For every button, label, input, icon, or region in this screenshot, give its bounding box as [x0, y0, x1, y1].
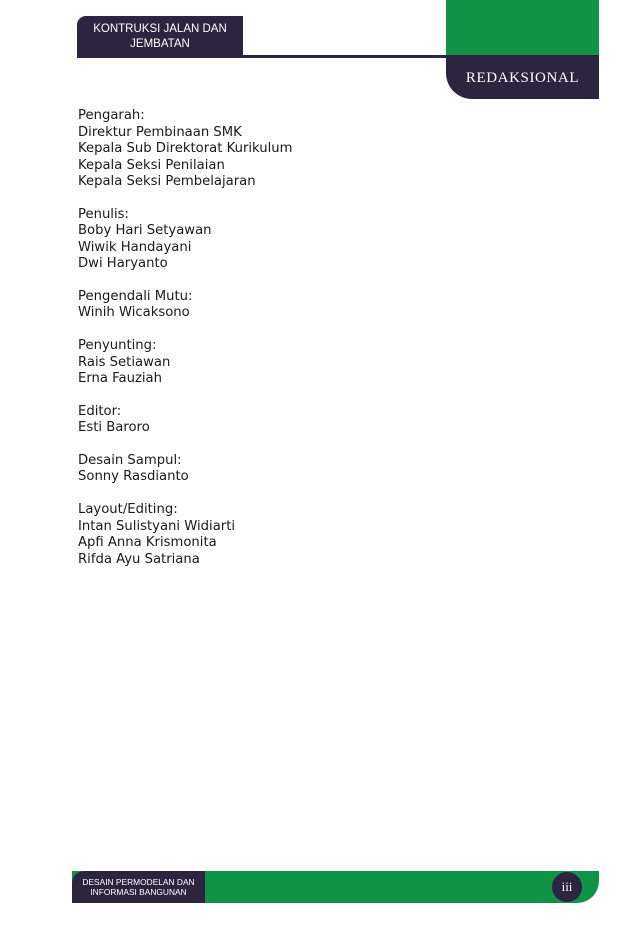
credit-name: Direktur Pembinaan SMK: [78, 124, 242, 140]
section-title: REDAKSIONAL: [446, 56, 599, 99]
credit-name: Intan Sulistyani Widiarti: [78, 518, 236, 534]
credit-group: [78, 453, 538, 486]
credit-group-label: Pengendali Mutu:: [78, 288, 193, 304]
credit-group: [78, 404, 538, 437]
credit-group: [78, 502, 538, 568]
credit-group-label: Penyunting:: [78, 338, 157, 354]
credit-name: Rais Setiawan: [78, 354, 171, 370]
credit-name: Kepala Seksi Pembelajaran: [78, 174, 256, 189]
credit-name: Wiwik Handayani: [78, 239, 192, 255]
subject-tab: [72, 871, 205, 903]
credit-group: [78, 207, 538, 273]
book-title-tab: [77, 16, 243, 56]
credit-name: Rifda Ayu Satriana: [78, 551, 200, 567]
credit-group: [78, 338, 538, 388]
credit-name: Erna Fauziah: [78, 371, 162, 387]
subject-line-1: DESAIN PERMODELAN DAN: [82, 877, 195, 887]
book-title-line-2: JEMBATAN: [130, 37, 190, 50]
credit-name: Dwi Haryanto: [78, 256, 168, 272]
credits-list: [78, 108, 538, 584]
credit-group-label: Layout/Editing:: [78, 502, 178, 518]
credit-group-label: Penulis:: [78, 206, 129, 222]
credit-name: Esti Baroro: [78, 420, 150, 436]
credit-name: Sonny Rasdianto: [78, 469, 189, 485]
page-number-badge: iii: [552, 872, 582, 902]
credit-group: [78, 289, 538, 322]
credit-name: Kepala Sub Direktorat Kurikulum: [78, 141, 293, 156]
credit-group-label: Pengarah:: [78, 108, 145, 123]
credit-group-label: Editor:: [78, 403, 122, 419]
header-green-block: [446, 0, 599, 56]
credit-group: [78, 108, 538, 191]
credit-name: Boby Hari Setyawan: [78, 223, 212, 239]
credit-name: Winih Wicaksono: [78, 305, 190, 321]
credit-group-label: Desain Sampul:: [78, 452, 182, 468]
book-title-line-1: KONTRUKSI JALAN DAN: [93, 22, 227, 35]
credit-name: Kepala Seksi Penilaian: [78, 157, 225, 173]
subject-line-2: INFORMASI BANGUNAN: [90, 887, 187, 897]
credit-name: Apfi Anna Krismonita: [78, 535, 217, 551]
